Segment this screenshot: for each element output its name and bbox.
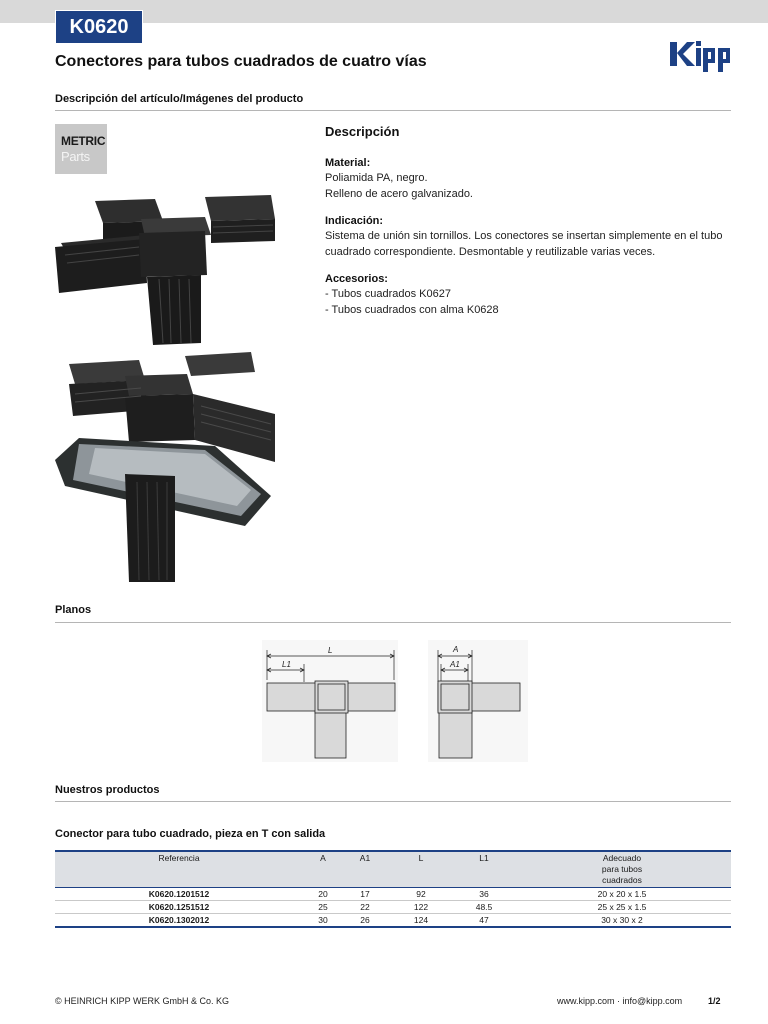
- product-photo-cutaway: [55, 350, 277, 585]
- badge-line-2: Parts: [61, 149, 90, 164]
- cell-l1: 47: [455, 914, 513, 928]
- technical-drawing-front: [262, 640, 398, 762]
- cell-l1: 48.5: [455, 901, 513, 914]
- cell-a1: 17: [343, 888, 387, 901]
- cell-l: 124: [387, 914, 455, 928]
- table-title: Conector para tubo cuadrado, pieza en T con salida: [55, 828, 326, 840]
- header-suitable-line: cuadrados: [602, 875, 642, 885]
- dimension-label-L: L: [328, 646, 333, 655]
- cell-reference: K0620.1201512: [55, 888, 303, 901]
- divider: [55, 110, 731, 111]
- cell-a1: 26: [343, 914, 387, 928]
- dimension-label-A1: A1: [450, 660, 460, 669]
- material-text: [325, 170, 735, 202]
- header-l: L: [418, 853, 424, 863]
- cell-a: 30: [303, 914, 343, 928]
- accessories-label: Accesorios:: [325, 273, 388, 285]
- footer-company: © HEINRICH KIPP WERK GmbH & Co. KG: [55, 996, 229, 1006]
- cell-suitable: 30 x 30 x 2: [513, 914, 731, 928]
- product-table: [55, 850, 731, 928]
- indication-line: Sistema de unión sin tornillos. Los conectores se insertan simplemente en el tubo: [325, 230, 723, 242]
- page-title: Conectores para tubos cuadrados de cuatro vías: [55, 53, 427, 70]
- header-a: A: [320, 853, 326, 863]
- cell-a: 25: [303, 901, 343, 914]
- material-line: Poliamida PA, negro.: [325, 172, 428, 184]
- dimension-label-L1: L1: [282, 660, 291, 669]
- material-label: Material:: [325, 157, 371, 169]
- metric-parts-badge: [55, 124, 107, 174]
- table-row: [55, 888, 731, 901]
- cell-suitable: 25 x 25 x 1.5: [513, 901, 731, 914]
- cell-l: 92: [387, 888, 455, 901]
- cell-l1: 36: [455, 888, 513, 901]
- technical-drawing-side: [428, 640, 528, 762]
- divider: [55, 622, 731, 623]
- page-number: 1/2: [708, 996, 721, 1006]
- cell-l: 122: [387, 901, 455, 914]
- accessory-item: - Tubos cuadrados K0627: [325, 288, 451, 300]
- accessory-item: - Tubos cuadrados con alma K0628: [325, 304, 499, 316]
- header-l1: L1: [479, 853, 489, 863]
- dimension-label-A: A: [453, 645, 459, 654]
- product-code-badge: K0620: [55, 10, 143, 44]
- kipp-logo: [668, 38, 732, 74]
- indication-line: cuadrado correspondiente. Desmontable y reutilizable varias veces.: [325, 246, 656, 258]
- indication-label: Indicación:: [325, 215, 384, 227]
- product-photo-connector: [55, 183, 277, 348]
- cell-a1: 22: [343, 901, 387, 914]
- header-a1: A1: [359, 853, 371, 863]
- section-heading-description-images: Descripción del artículo/Imágenes del producto: [55, 93, 304, 105]
- section-heading-products: Nuestros productos: [55, 784, 160, 796]
- header-suitable: [513, 851, 731, 888]
- description-title: Descripción: [325, 124, 400, 139]
- cell-a: 20: [303, 888, 343, 901]
- section-heading-drawings: Planos: [55, 604, 92, 616]
- cell-suitable: 20 x 20 x 1.5: [513, 888, 731, 901]
- divider: [55, 801, 731, 802]
- footer-contact: www.kipp.com · info@kipp.com: [557, 996, 683, 1006]
- header-suitable-line: Adecuado: [602, 853, 642, 863]
- badge-line-1: METRIC: [61, 134, 106, 148]
- cell-reference: K0620.1302012: [55, 914, 303, 928]
- table-row: [55, 914, 731, 928]
- header-reference: Referencia: [158, 853, 200, 863]
- cell-reference: K0620.1251512: [55, 901, 303, 914]
- indication-text: [325, 228, 735, 260]
- header-suitable-line: para tubos: [601, 864, 643, 874]
- table-header-row: [55, 851, 731, 888]
- accessories-list: [325, 286, 735, 318]
- table-row: [55, 901, 731, 914]
- material-line: Relleno de acero galvanizado.: [325, 188, 473, 200]
